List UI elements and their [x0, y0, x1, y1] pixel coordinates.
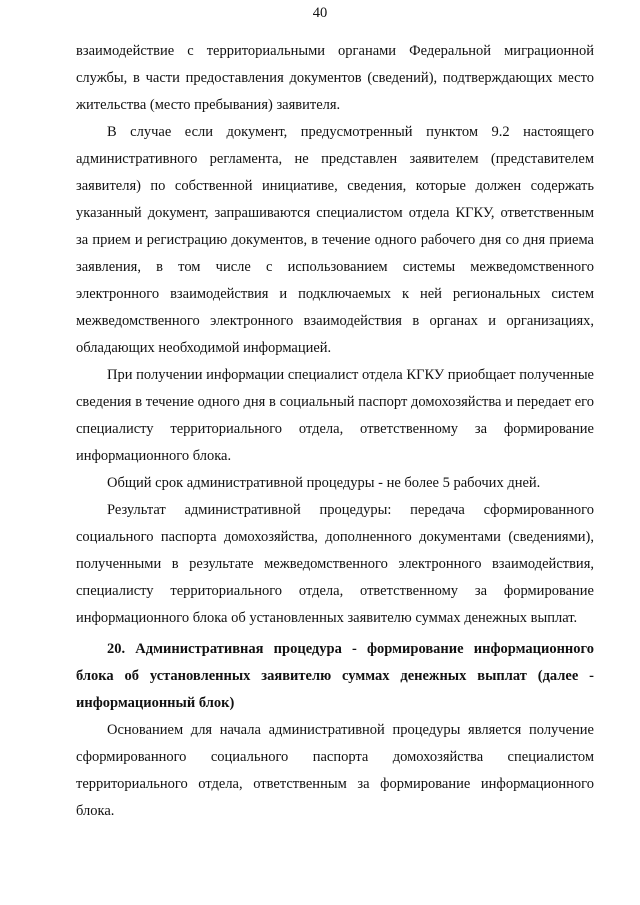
document-body	[76, 38, 594, 825]
page-number: 40	[312, 5, 328, 21]
paragraph-total-term: Общий срок административной процедуры - не более 5 рабочих дней.	[107, 475, 541, 491]
paragraph-receive-info: При получении информации специалист отдела КГКУ приобщает полученные сведения в течение одного дня в социальный паспорт домохозяйства и передает его специалисту территориального отдела, ответственному за формирование информационного блока.	[76, 367, 594, 464]
paragraph-result: Результат административной процедуры: передача сформированного социального паспорта домохозяйства, дополненного документами (сведениями), полученными в результате межведомственного электронного взаимодействия, специалисту территориального отдела, ответственному за формирование информационного блока об установленных заявителю суммах денежных выплат.	[76, 502, 594, 626]
paragraph-request-info: В случае если документ, предусмотренный пунктом 9.2 настоящего административного регламента, не представлен заявителем (представителем заявителя) по собственной инициативе, сведения, которые должен содержать указанный документ, запрашиваются специалистом отдела КГКУ, ответственным за прием и регистрацию документов, в течение одного рабочего дня со дня приема заявления, в том числе с использованием системы межведомственного электронного взаимодействия и подключаемых к ней региональных систем межведомственного электронного взаимодействия в органах и организациях, обладающих необходимой информацией.	[76, 124, 594, 356]
section-heading-20: 20. Административная процедура - формирование информационного блока об установленных заявителю суммах денежных выплат (далее - информационный блок)	[76, 641, 594, 711]
paragraph-basis: Основанием для начала административной процедуры является получение сформированного социального паспорта домохозяйства специалистом территориального отдела, ответственным за формирование информационного блока.	[76, 722, 594, 819]
paragraph-continuation: взаимодействие с территориальными органами Федеральной миграционной службы, в части предоставления документов (сведений), подтверждающих место жительства (место пребывания) заявителя.	[76, 43, 594, 113]
